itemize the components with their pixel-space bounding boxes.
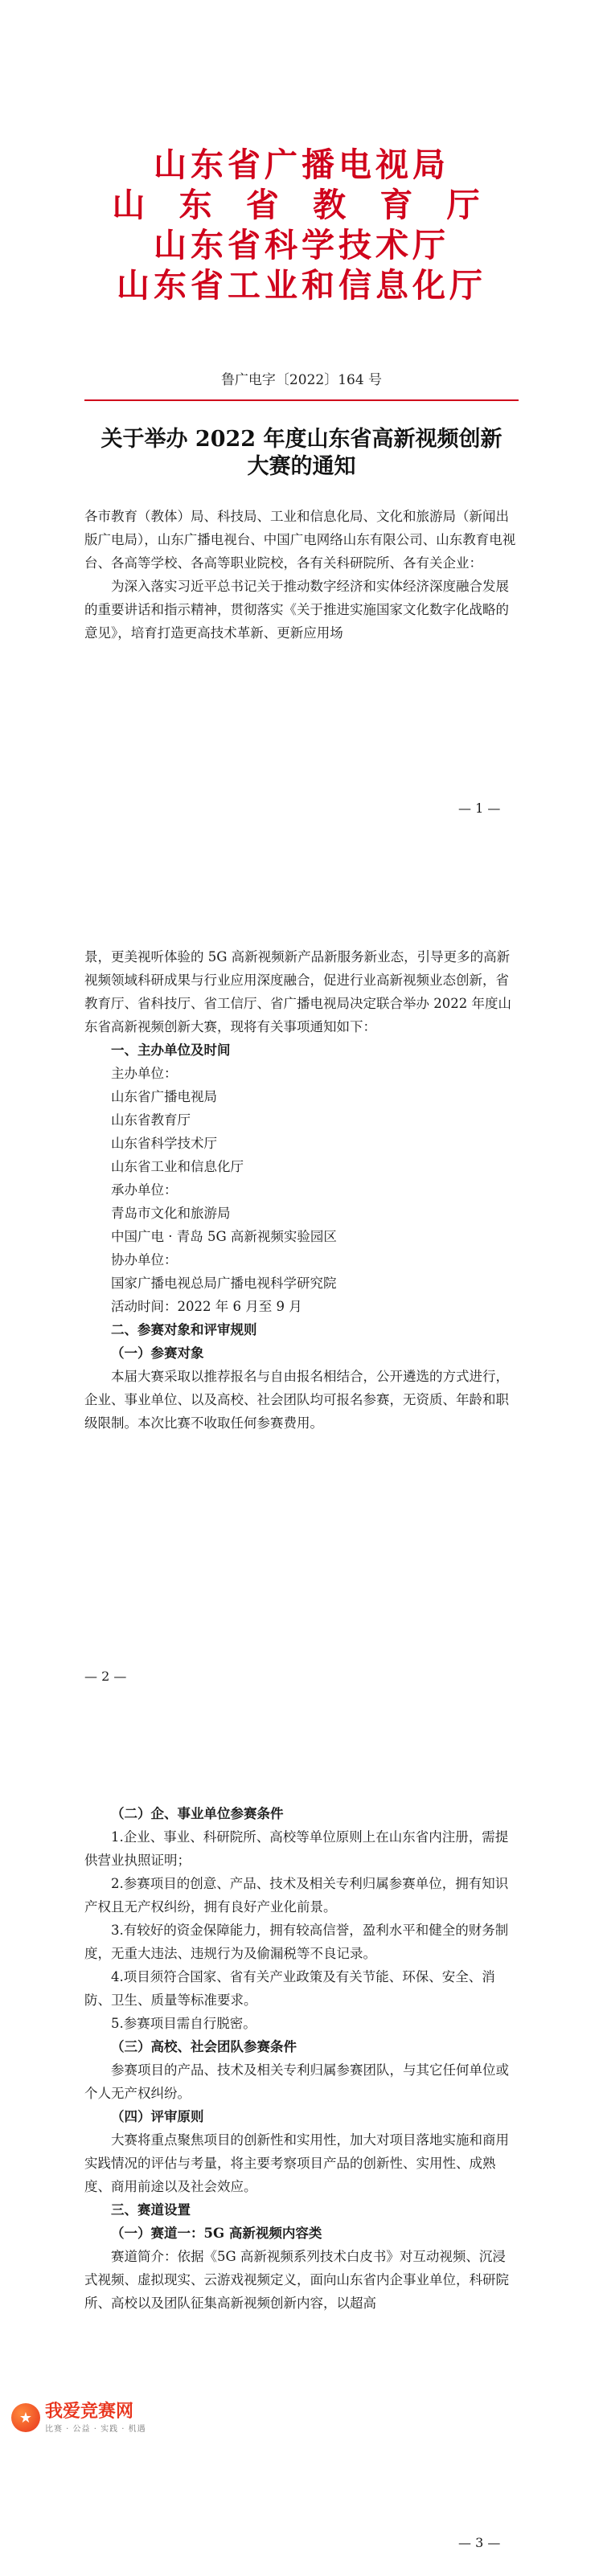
- section-1-heading: 一、主办单位及时间: [111, 1042, 231, 1058]
- page1-body: [84, 505, 519, 645]
- authority-2: 山 东 省 教 育 厅: [112, 186, 491, 224]
- event-time: 活动时间：2022 年 6 月至 9 月: [111, 1299, 302, 1314]
- section-2-heading: 二、参赛对象和评审规则: [111, 1322, 257, 1337]
- watermark-text: [45, 2402, 146, 2434]
- title-line-2: 大赛的通知: [247, 454, 356, 479]
- document-page-3: [0, 1725, 603, 2576]
- subsection-3-heading: （三）高校、社会团队参赛条件: [111, 2039, 297, 2054]
- authority-1: 山东省广播电视局: [154, 145, 449, 184]
- undertaker-item: 中国广电 · 青岛 5G 高新视频实验园区: [111, 1229, 337, 1244]
- co-organizer: 国家广播电视总局广播电视科学研究院: [111, 1276, 337, 1291]
- intro-paragraph: 为深入落实习近平总书记关于推动数字经济和实体经济深度融合发展的重要讲话和指示精神，贯彻落实《关于推进实施国家文化数字化战略的意见》，培育打造更高技术革新、更新应用场: [84, 579, 509, 641]
- undertaker-label: 承办单位：: [111, 1182, 178, 1198]
- subsection-3-text: 参赛项目的产品、技术及相关专利归属参赛团队，与其它任何单位或个人无产权纠纷。: [84, 2062, 509, 2101]
- condition-3: 3.有较好的资金保障能力，拥有较高信誉，盈利水平和健全的财务制度，无重大违法、违规行为及偷漏税等不良记录。: [84, 1923, 509, 1961]
- undertaker-item: 青岛市文化和旅游局: [111, 1206, 231, 1221]
- organizer-item: 山东省工业和信息化厅: [111, 1159, 244, 1174]
- watermark-tagline: 比赛 · 公益 · 实践 · 机遇: [45, 2424, 146, 2434]
- condition-4: 4.项目须符合国家、省有关产业政策及有关节能、环保、安全、消防、卫生、质量等标准要求。: [84, 1969, 495, 2008]
- subsection-1-heading: （一）参赛对象: [111, 1345, 204, 1361]
- subsection-2-heading: （二）企、事业单位参赛条件: [111, 1806, 284, 1821]
- subsection-4-heading: （四）评审原则: [111, 2109, 204, 2124]
- organizer-item: 山东省教育厅: [111, 1112, 191, 1128]
- intro-continued: 景，更美视听体验的 5G 高新视频新产品新服务新业态，引导更多的高新视频领域科研成果与行业应用深度融合，促进行业高新视频业态创新，省教育厅、省科技厅、省工信厅、省广播电视局决定联合举办 2022 年度山东省高新视频创新大赛，现将有关事项通知如下：: [84, 949, 511, 1034]
- organizer-label: 主办单位：: [111, 1066, 178, 1081]
- recipients: 各市教育（教体）局、科技局、工业和信息化局、文化和旅游局（新闻出版广电局），山东广播电视台、中国广电网络山东有限公司、山东教育电视台、各高等学校、各高等职业院校，各有关科研院所、各有关企业：: [84, 509, 516, 571]
- site-watermark-logo: [11, 2398, 146, 2438]
- document-page-2: [0, 858, 603, 1709]
- title-line-1: 关于举办 2022 年度山东省高新视频创新: [100, 427, 503, 452]
- issuing-authorities: [0, 145, 603, 305]
- track-1-heading: （一）赛道一：5G 高新视频内容类: [111, 2226, 322, 2241]
- page3-body: [84, 1802, 519, 2315]
- section-3-heading: 三、赛道设置: [111, 2202, 191, 2218]
- page-number-2: — 2 —: [84, 1669, 127, 1684]
- document-number: 鲁广电字〔2022〕164 号: [220, 372, 383, 388]
- trophy-icon: ★: [11, 2403, 40, 2432]
- document-page-1: [0, 0, 603, 842]
- co-organizer-label: 协办单位：: [111, 1252, 178, 1268]
- authority-4: 山东省工业和信息化厅: [117, 266, 486, 305]
- page-number-3: — 3 —: [458, 2535, 501, 2550]
- page2-body: [84, 945, 519, 1435]
- page-number-1: — 1 —: [458, 801, 501, 816]
- document-title: [0, 426, 603, 481]
- condition-1: 1.企业、事业、科研院所、高校等单位原则上在山东省内注册，需提供营业执照证明；: [84, 1829, 509, 1868]
- subsection-1-text: 本届大赛采取以推荐报名与自由报名相结合，公开遴选的方式进行，企业、事业单位、以及高校、社会团队均可报名参赛，无资质、年龄和职级限制。本次比赛不收取任何参赛费用。: [84, 1369, 509, 1431]
- condition-2: 2.参赛项目的创意、产品、技术及相关专利归属参赛单位，拥有知识产权且无产权纠纷，拥有良好产业化前景。: [84, 1876, 509, 1915]
- organizer-item: 山东省广播电视局: [111, 1089, 217, 1104]
- authority-3: 山东省科学技术厅: [154, 226, 449, 264]
- track-1-text: 赛道简介：依据《5G 高新视频系列技术白皮书》对互动视频、沉浸式视频、虚拟现实、云游戏视频定义，面向山东省内企事业单位，科研院所、高校以及团队征集高新视频创新内容，以超高: [84, 2249, 509, 2311]
- subsection-4-text: 大赛将重点聚焦项目的创新性和实用性，加大对项目落地实施和商用实践情况的评估与考量，将主要考察项目产品的创新性、实用性、成熟度、商用前途以及社会效应。: [84, 2132, 509, 2194]
- condition-5: 5.参赛项目需自行脱密。: [111, 2016, 256, 2031]
- watermark-name: 我爱竞赛网: [45, 2401, 134, 2422]
- red-divider: [84, 399, 519, 401]
- organizer-item: 山东省科学技术厅: [111, 1136, 217, 1151]
